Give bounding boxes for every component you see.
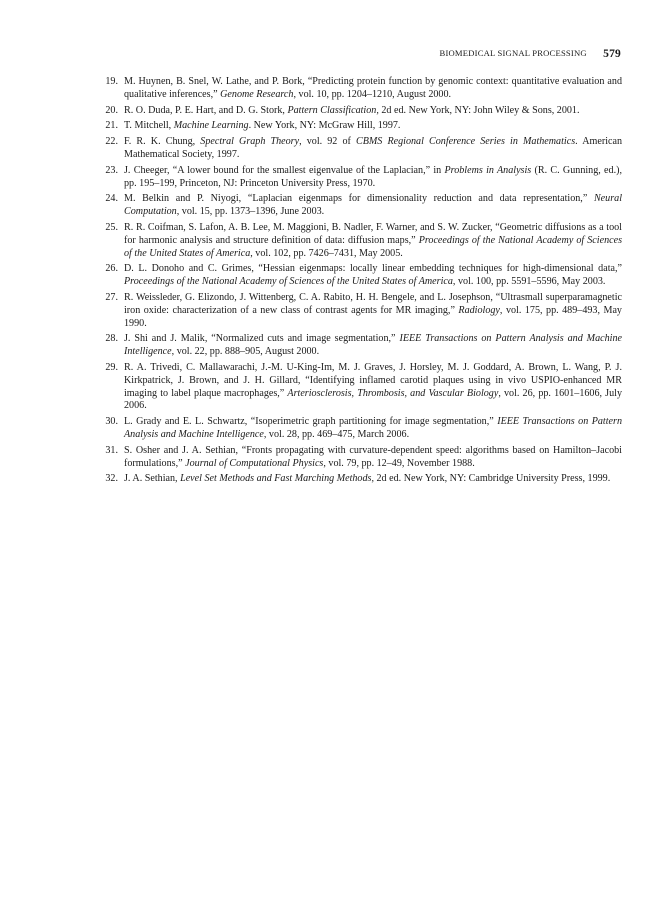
reference-text-run: J. Cheeger, “A lower bound for the smallest eigenvalue of the Laplacian,” in	[124, 164, 445, 176]
reference-number: 20.	[105, 104, 118, 116]
reference-number: 22.	[105, 136, 118, 148]
reference-text-run: R. R. Coifman, S. Lafon, A. B. Lee, M. Maggioni, B. Nadler, F. Warner, and S. W. Zucker, “Geometric diffusions as a tool for harmonic analysis and structure definition of data: diffusion maps,”	[124, 221, 622, 246]
reference-text-run: T. Mitchell,	[124, 120, 174, 132]
reference-item	[96, 333, 622, 359]
reference-text-run: S. Osher and J. A. Sethian, “Fronts propagating with curvature-dependent speed: algorithms based on Hamilton–Jacobi formulations,”	[124, 444, 622, 469]
reference-text-run: (R. C. Gunning, ed.), pp. 195–199, Princeton, NJ: Princeton University Press, 1970.	[124, 164, 622, 189]
reference-italic-title: Radiology	[458, 304, 500, 316]
reference-italic-title: CBMS Regional Conference Series in Mathematics	[355, 136, 576, 148]
reference-item	[96, 473, 622, 486]
reference-item	[96, 362, 622, 413]
reference-item	[96, 105, 622, 118]
running-title: BIOMEDICAL SIGNAL PROCESSING	[439, 48, 587, 58]
reference-item	[96, 445, 622, 471]
reference-text-run: R. A. Trivedi, C. Mallawarachi, J.-M. U-King-Im, M. J. Graves, J. Horsley, M. J. Goddard, A. Brown, L. Wang, P. J. Kirkpatrick, J. Brown, and J. H. Gillard, “Identifying inflamed carotid plaques using in vivo USPIO-enhanced MR imaging to label plaque macrophages,”	[124, 361, 622, 399]
reference-text	[124, 416, 622, 440]
reference-number: 28.	[105, 333, 118, 345]
reference-italic-title: Neural Computation	[124, 193, 622, 218]
reference-italic-title: Genome Research	[220, 88, 294, 100]
reference-text-run: , vol. 22, pp. 888–905, August 2000.	[171, 346, 320, 358]
reference-text-run: . American Mathematical Society, 1997.	[124, 136, 623, 160]
reference-item	[96, 222, 622, 260]
reference-text	[124, 292, 622, 329]
reference-number: 26.	[105, 263, 118, 275]
reference-item	[96, 76, 622, 102]
reference-text-run: D. L. Donoho and C. Grimes, “Hessian eigenmaps: locally linear embedding techniques for high-dimensional data,”	[124, 263, 622, 275]
reference-italic-title: IEEE Transactions on Pattern Analysis and Machine Intelligence	[124, 416, 623, 440]
reference-text-run: M. Huynen, B. Snel, W. Lathe, and P. Bork, “Predicting protein function by genomic context: quantitative evaluation and qualitative inferences,”	[124, 76, 622, 100]
reference-number: 21.	[105, 120, 118, 132]
reference-text-run: , vol. 15, pp. 1373–1396, June 2003.	[176, 206, 325, 218]
reference-text-run: , vol. 100, pp. 5591–5596, May 2003.	[452, 276, 606, 288]
reference-text-run: L. Grady and E. L. Schwartz, “Isoperimetric graph partitioning for image segmentation,”	[124, 416, 498, 428]
reference-number: 32.	[105, 473, 118, 485]
reference-text-run: . New York, NY: McGraw Hill, 1997.	[248, 120, 401, 132]
reference-italic-title: Spectral Graph Theory	[200, 136, 300, 148]
reference-number: 30.	[105, 416, 118, 428]
reference-item	[96, 165, 622, 191]
reference-text-run: , vol. 102, pp. 7426–7431, May 2005.	[250, 247, 403, 259]
reference-text	[124, 136, 622, 160]
reference-italic-title: Journal of Computational Physics	[185, 457, 324, 469]
reference-text	[124, 120, 400, 131]
reference-item	[96, 193, 622, 219]
reference-text-run: F. R. K. Chung,	[124, 136, 201, 148]
reference-number: 29.	[105, 361, 118, 373]
page-number: 579	[603, 48, 621, 60]
reference-text-run: , vol. 28, pp. 469–475, March 2006.	[263, 428, 410, 440]
reference-number: 24.	[105, 193, 118, 205]
reference-text	[124, 263, 622, 287]
reference-italic-title: Proceedings of the National Academy of Sciences of the United States of America	[124, 234, 623, 259]
reference-italic-title: Proceedings of the National Academy of Sciences of the United States of America	[124, 276, 453, 288]
reference-number: 23.	[105, 164, 118, 176]
reference-text-run: , vol. 79, pp. 12–49, November 1988.	[323, 457, 475, 469]
reference-item	[96, 120, 622, 133]
reference-text	[124, 445, 622, 469]
reference-number: 19.	[105, 76, 118, 87]
reference-number: 27.	[105, 291, 118, 303]
reference-italic-title: Level Set Methods and Fast Marching Methods,	[180, 473, 374, 485]
reference-text-run: M. Belkin and P. Niyogi, “Laplacian eigenmaps for dimensionality reduction and data representation,”	[124, 193, 594, 205]
reference-item	[96, 416, 622, 442]
reference-text	[124, 362, 622, 411]
reference-text	[124, 165, 622, 189]
reference-text-run: J. Shi and J. Malik, “Normalized cuts and image segmentation,”	[124, 333, 400, 345]
reference-text	[124, 76, 622, 100]
reference-italic-title: Machine Learning	[173, 120, 249, 132]
reference-text	[124, 222, 622, 259]
reference-text	[124, 105, 580, 116]
reference-text-run: , vol. 92 of	[299, 136, 356, 148]
reference-item	[96, 263, 622, 289]
reference-text-run: J. A. Sethian,	[124, 473, 181, 485]
reference-italic-title: Arteriosclerosis, Thrombosis, and Vascular Biology	[287, 387, 499, 399]
reference-italic-title: Problems in Analysis	[444, 164, 532, 176]
running-header	[440, 47, 621, 60]
reference-item	[96, 292, 622, 330]
reference-text-run: 2d ed. New York, NY: John Wiley & Sons, 2001.	[378, 104, 580, 116]
reference-text-run: , vol. 175, pp. 489–493, May 1990.	[124, 304, 622, 329]
reference-list	[96, 76, 622, 489]
reference-text-run: R. O. Duda, P. E. Hart, and D. G. Stork,	[124, 104, 288, 116]
reference-item	[96, 136, 622, 162]
reference-text	[124, 333, 622, 357]
reference-text-run: 2d ed. New York, NY: Cambridge University Press, 1999.	[373, 473, 611, 485]
reference-italic-title: IEEE Transactions on Pattern Analysis and Machine Intelligence	[124, 333, 622, 358]
reference-text	[124, 193, 622, 217]
reference-number: 31.	[105, 444, 118, 456]
reference-italic-title: Pattern Classification,	[287, 104, 379, 116]
reference-text-run: , vol. 10, pp. 1204–1210, August 2000.	[293, 88, 452, 100]
reference-text	[124, 473, 610, 484]
reference-text-run: , vol. 26, pp. 1601–1606, July 2006.	[124, 387, 622, 412]
reference-number: 25.	[105, 221, 118, 233]
reference-text-run: R. Weissleder, G. Elizondo, J. Wittenberg, C. A. Rabito, H. H. Bengele, and L. Josephson, “Ultrasmall superparamagnetic iron oxide: characterization of a new class of contrast agents for MR imaging,”	[124, 291, 622, 316]
